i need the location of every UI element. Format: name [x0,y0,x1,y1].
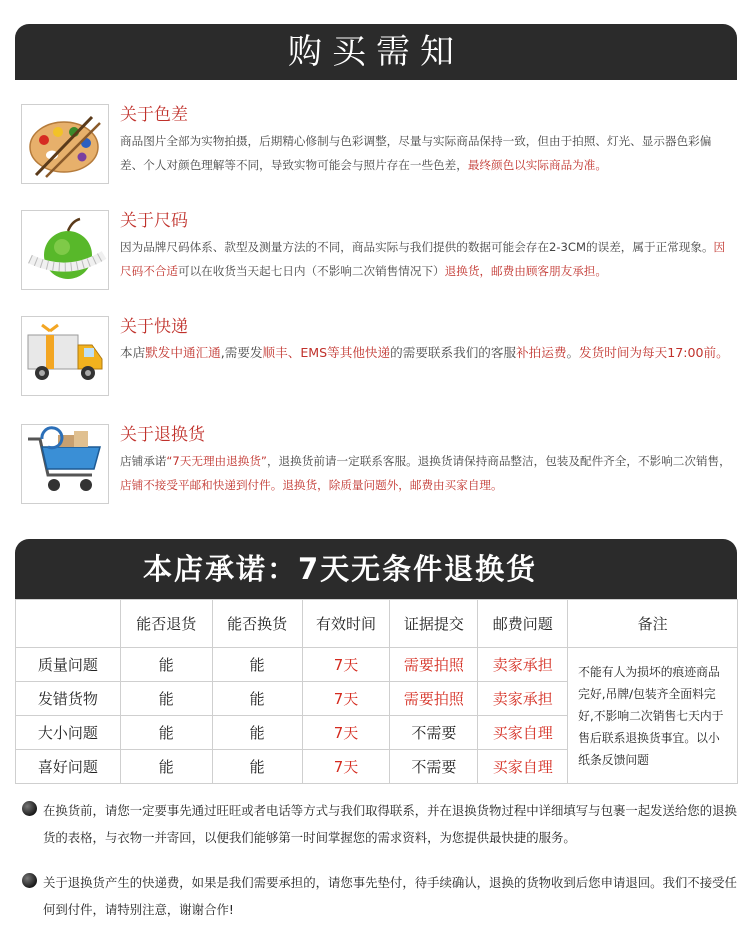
section-delivery [21,316,736,398]
body-text: ，退换货前请一定联系客服。退换货请保持商品整洁，包装及配件齐全，不影响二次销售， [266,454,731,468]
column-header: 备注 [568,600,738,648]
row-label: 喜好问题 [16,750,121,784]
table-header-row [16,600,738,648]
palette-icon [21,104,109,184]
body-emphasis: 退换货，邮费由顾客朋友承担。 [444,264,607,278]
table-cell: 7天 [302,716,390,750]
delivery-truck-icon [21,316,109,396]
section-title: 关于退换货 [120,425,205,445]
body-emphasis: “7天无理由退换货” [166,454,267,468]
column-header: 能否换货 [212,600,302,648]
body-emphasis: 补拍运费 [516,345,567,360]
row-label: 发错货物 [16,682,121,716]
table-cell: 能 [120,648,212,682]
row-label: 大小问题 [16,716,121,750]
body-text: 。 [566,345,580,360]
section-body [120,235,732,283]
table-cell: 买家自理 [478,750,568,784]
section-title: 关于色差 [120,105,188,125]
policy-table [15,599,738,784]
notice-text: 在换货前，请您一定要事先通过旺旺或者电话等方式与我们取得联系，并在退换货物过程中详细填写与包裹一起发送给您的退换货的表格，与衣物一并寄回，以便我们能够第一时间掌握您的需求资料，为您提供最快捷的服务。 [43,803,737,845]
apple-tape-icon [21,210,109,290]
header-banner [15,24,737,80]
body-emphasis: 最终颜色以实际商品为准。 [467,158,607,172]
section-color [21,104,736,186]
body-emphasis: 顺丰、EMS等其他快递 [262,345,391,360]
table-cell: 能 [212,716,302,750]
section-body [120,449,732,497]
body-text: 本店 [120,345,146,360]
table-cell: 能 [212,682,302,716]
body-text: 的需要联系我们的客服 [390,345,517,360]
body-emphasis: 因尺码不合适 [120,240,726,278]
table-row [16,648,738,682]
column-header: 有效时间 [302,600,390,648]
table-cell: 能 [120,716,212,750]
promise-banner [15,539,737,599]
section-returns [21,424,736,506]
body-text: 商品图片全部为实物拍摄，后期精心修制与色彩调整，尽量与实际商品保持一致，但由于拍照、灯光、显示器色彩偏差、个人对颜色理解等不同，导致实物可能会与照片存在一些色差， [120,134,712,172]
body-text: 因为品牌尺码体系、款型及测量方法的不同，商品实际与我们提供的数据可能会存在2-3CM的误差，属于正常现象。 [120,240,714,254]
table-cell: 7天 [302,750,390,784]
body-emphasis: 发货时间为每天17:00前。 [579,345,729,360]
table-cell: 能 [212,750,302,784]
table-cell: 不需要 [390,716,478,750]
body-emphasis: 店铺不接受平邮和快递到付件。退换货，除质量问题外，邮费由买家自理。 [120,478,503,492]
body-emphasis: 默发中通汇通 [145,345,221,360]
body-text: 店铺承诺 [120,454,167,468]
table-cell: 能 [120,682,212,716]
row-label: 质量问题 [16,648,121,682]
column-header [16,600,121,648]
table-cell: 需要拍照 [390,648,478,682]
notice-item [18,869,738,923]
section-body [120,129,732,177]
table-cell: 能 [212,648,302,682]
section-title: 关于尺码 [120,211,188,231]
notice-text: 关于退换货产生的快递费，如果是我们需要承担的，请您事先垫付，待手续确认，退换的货物收到后您申请退回。我们不接受任何到付件，请特别注意，谢谢合作! [43,875,737,917]
section-body [120,341,732,365]
section-size [21,210,736,292]
promise-title: 本店承诺：7天无条件退换货 [143,552,538,586]
column-header: 证据提交 [390,600,478,648]
table-cell: 不需要 [390,750,478,784]
table-cell: 需要拍照 [390,682,478,716]
shopping-cart-icon [21,424,109,504]
table-cell: 7天 [302,648,390,682]
table-cell: 能 [120,750,212,784]
bullet-icon [22,873,37,888]
column-header: 邮费问题 [478,600,568,648]
table-cell: 卖家承担 [478,682,568,716]
section-title: 关于快递 [120,317,188,337]
bullet-icon [22,801,37,816]
body-text: ,需要发 [220,345,263,360]
table-cell: 卖家承担 [478,648,568,682]
note-cell: 不能有人为损坏的痕迹商品完好,吊牌/包装齐全面料完好,不影响二次销售七天内于售后联系退换货事宜。以小纸条反馈问题 [568,648,738,784]
column-header: 能否退货 [120,600,212,648]
table-cell: 买家自理 [478,716,568,750]
page-title: 购买需知 [288,32,464,72]
body-text: 可以在收货当天起七日内（不影响二次销售情况下） [177,264,445,278]
table-cell: 7天 [302,682,390,716]
notice-item [18,797,738,851]
